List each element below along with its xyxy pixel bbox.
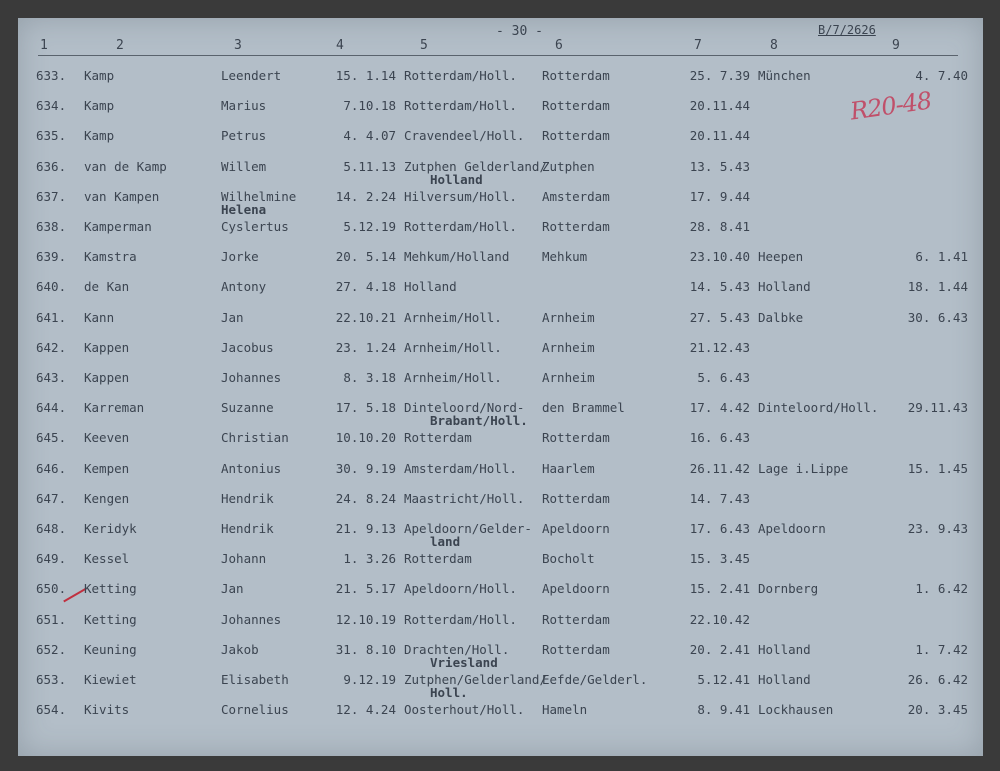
first-name-cell: Elisabeth bbox=[221, 672, 289, 687]
surname-cell: Kamp bbox=[84, 98, 115, 114]
surname-cell: Kappen bbox=[84, 339, 130, 355]
birth-place-cell: Holland bbox=[404, 279, 457, 295]
row-number-cell: 639. bbox=[36, 249, 67, 265]
date-in-cell: 20.11.44 bbox=[689, 128, 750, 144]
date-in-cell: 20.11.44 bbox=[689, 98, 750, 114]
birth-date-cell: 21. 9.13 bbox=[335, 521, 396, 536]
birth-date-cell: 12.10.19 bbox=[335, 611, 396, 627]
birth-date-cell: 31. 8.10 bbox=[335, 641, 396, 657]
birth-place-cell: Rotterdam/Holl. bbox=[404, 98, 517, 114]
birth-place-continuation: Holl. bbox=[430, 685, 468, 700]
date-out-cell: 30. 6.43 bbox=[907, 309, 968, 325]
birth-date-cell: 15. 1.14 bbox=[335, 68, 396, 83]
birth-place-cell: Zutphen Gelderland/ bbox=[404, 158, 547, 174]
pencil-annotation: R20-48 bbox=[848, 86, 933, 126]
residence-cell: Apeldoorn bbox=[542, 521, 610, 536]
birth-date-cell: 20. 5.14 bbox=[335, 249, 396, 265]
birth-date-cell: 30. 9.19 bbox=[335, 460, 396, 476]
row-number-cell: 651. bbox=[36, 611, 67, 627]
birth-place-cell: Rotterdam/Holl. bbox=[404, 611, 517, 627]
residence-cell: Eefde/Gelderl. bbox=[542, 672, 648, 687]
birth-date-cell: 27. 4.18 bbox=[335, 279, 396, 295]
first-name-cell: Hendrik bbox=[221, 521, 274, 536]
destination-cell: Dalbke bbox=[758, 309, 804, 325]
date-in-cell: 13. 5.43 bbox=[689, 158, 750, 174]
surname-cell: Kempen bbox=[84, 460, 130, 476]
table-row bbox=[18, 188, 983, 217]
file-reference: B/7/2626 bbox=[818, 23, 876, 37]
date-in-cell: 16. 6.43 bbox=[689, 430, 750, 446]
row-number-cell: 645. bbox=[36, 430, 67, 446]
residence-cell: Mehkum bbox=[542, 249, 588, 265]
birth-place-cell: Rotterdam/Holl. bbox=[404, 219, 517, 234]
surname-cell: Ketting bbox=[84, 611, 137, 627]
birth-place-cell: Maastricht/Holl. bbox=[404, 490, 525, 506]
surname-cell: Kamperman bbox=[84, 219, 152, 234]
birth-place-cell: Arnheim/Holl. bbox=[404, 370, 502, 385]
destination-cell: Apeldoorn bbox=[758, 521, 826, 536]
residence-cell: Rotterdam bbox=[542, 128, 610, 144]
birth-place-cell: Dinteloord/Nord- bbox=[404, 400, 525, 416]
birth-place-cell: Apeldoorn/Gelder- bbox=[404, 521, 532, 536]
residence-cell: Rotterdam bbox=[542, 641, 610, 657]
first-name-cell: Leendert bbox=[221, 68, 282, 83]
date-in-cell: 5. 6.43 bbox=[697, 370, 750, 385]
row-number-cell: 637. bbox=[36, 188, 67, 204]
date-out-cell: 23. 9.43 bbox=[907, 521, 968, 536]
table-row bbox=[18, 491, 983, 513]
table-row bbox=[18, 641, 983, 670]
date-out-cell: 20. 3.45 bbox=[907, 702, 968, 718]
row-number-cell: 646. bbox=[36, 460, 67, 476]
table-row bbox=[18, 400, 983, 429]
first-name-cell: Johann bbox=[221, 551, 267, 567]
table-row bbox=[18, 702, 983, 724]
table-row bbox=[18, 340, 983, 362]
row-number-cell: 644. bbox=[36, 400, 67, 416]
birth-date-cell: 23. 1.24 bbox=[335, 339, 396, 355]
column-number: 8 bbox=[770, 38, 778, 53]
first-name-cell: Johannes bbox=[221, 611, 282, 627]
first-name-cell: Hendrik bbox=[221, 490, 274, 506]
date-out-cell: 15. 1.45 bbox=[907, 460, 968, 476]
first-name-cell: Jan bbox=[221, 309, 244, 325]
column-number: 5 bbox=[420, 38, 428, 53]
surname-cell: Keuning bbox=[84, 641, 137, 657]
surname-cell: Kappen bbox=[84, 370, 130, 385]
surname-cell: Ketting bbox=[84, 581, 137, 597]
birth-place-cell: Arnheim/Holl. bbox=[404, 309, 502, 325]
column-number: 9 bbox=[892, 38, 900, 53]
birth-place-cell: Oosterhout/Holl. bbox=[404, 702, 525, 718]
residence-cell: Rotterdam bbox=[542, 98, 610, 114]
first-name-cell: Cyslertus bbox=[221, 219, 289, 234]
row-number-cell: 653. bbox=[36, 672, 67, 687]
column-number: 2 bbox=[116, 38, 124, 53]
birth-date-cell: 5.12.19 bbox=[343, 219, 396, 234]
surname-cell: Keeven bbox=[84, 430, 130, 446]
row-number-cell: 641. bbox=[36, 309, 67, 325]
column-number: 3 bbox=[234, 38, 242, 53]
destination-cell: Lage i.Lippe bbox=[758, 460, 849, 476]
date-out-cell: 6. 1.41 bbox=[915, 249, 968, 265]
birth-place-cell: Mehkum/Holland bbox=[404, 249, 510, 265]
first-name-cell: Jan bbox=[221, 581, 244, 597]
row-number-cell: 643. bbox=[36, 370, 67, 385]
surname-cell: van de Kamp bbox=[84, 158, 167, 174]
table-row bbox=[18, 370, 983, 392]
birth-date-cell: 5.11.13 bbox=[343, 158, 396, 174]
destination-cell: Dinteloord/Holl. bbox=[758, 400, 879, 416]
date-out-cell: 1. 6.42 bbox=[915, 581, 968, 597]
first-name-cell: Suzanne bbox=[221, 400, 274, 416]
destination-cell: Holland bbox=[758, 672, 811, 687]
birth-date-cell: 4. 4.07 bbox=[343, 128, 396, 144]
date-in-cell: 25. 7.39 bbox=[689, 68, 750, 83]
table-row bbox=[18, 98, 983, 120]
birth-place-cell: Rotterdam bbox=[404, 551, 472, 567]
row-number-cell: 633. bbox=[36, 68, 67, 83]
birth-place-continuation: Brabant/Holl. bbox=[430, 413, 528, 429]
table-row bbox=[18, 551, 983, 573]
row-number-cell: 652. bbox=[36, 641, 67, 657]
first-name-cell: Wilhelmine bbox=[221, 188, 297, 204]
table-row bbox=[18, 68, 983, 90]
surname-cell: Kengen bbox=[84, 490, 130, 506]
date-in-cell: 17. 4.42 bbox=[689, 400, 750, 416]
birth-place-continuation: Vriesland bbox=[430, 654, 498, 670]
first-name-cell: Johannes bbox=[221, 370, 282, 385]
date-in-cell: 23.10.40 bbox=[689, 249, 750, 265]
birth-place-cell: Arnheim/Holl. bbox=[404, 339, 502, 355]
first-name-cell: Jakob bbox=[221, 641, 259, 657]
residence-cell: Rotterdam bbox=[542, 68, 610, 83]
first-name-cell: Petrus bbox=[221, 128, 267, 144]
residence-cell: den Brammel bbox=[542, 400, 625, 416]
date-in-cell: 22.10.42 bbox=[689, 611, 750, 627]
birth-date-cell: 24. 8.24 bbox=[335, 490, 396, 506]
birth-date-cell: 22.10.21 bbox=[335, 309, 396, 325]
first-name-cell: Cornelius bbox=[221, 702, 289, 718]
destination-cell: Holland bbox=[758, 279, 811, 295]
residence-cell: Bocholt bbox=[542, 551, 595, 567]
residence-cell: Rotterdam bbox=[542, 490, 610, 506]
table-row bbox=[18, 521, 983, 549]
birth-place-cell: Rotterdam bbox=[404, 430, 472, 446]
row-number-cell: 636. bbox=[36, 158, 67, 174]
birth-place-cell: Apeldoorn/Holl. bbox=[404, 581, 517, 597]
row-number-cell: 647. bbox=[36, 490, 67, 506]
destination-cell: Dornberg bbox=[758, 581, 819, 597]
destination-cell: Holland bbox=[758, 641, 811, 657]
date-in-cell: 20. 2.41 bbox=[689, 641, 750, 657]
table-row bbox=[18, 310, 983, 332]
surname-cell: Kamp bbox=[84, 128, 115, 144]
birth-date-cell: 9.12.19 bbox=[343, 672, 396, 687]
first-name-continuation: Helena bbox=[221, 201, 267, 217]
surname-cell: Keridyk bbox=[84, 521, 137, 536]
date-out-cell: 26. 6.42 bbox=[907, 672, 968, 687]
birth-date-cell: 17. 5.18 bbox=[335, 400, 396, 416]
surname-cell: van Kampen bbox=[84, 188, 160, 204]
surname-cell: Kamp bbox=[84, 68, 115, 83]
residence-cell: Arnheim bbox=[542, 339, 595, 355]
table-row bbox=[18, 249, 983, 271]
date-in-cell: 17. 9.44 bbox=[689, 188, 750, 204]
birth-date-cell: 21. 5.17 bbox=[335, 581, 396, 597]
row-number-cell: 649. bbox=[36, 551, 67, 567]
date-out-cell: 29.11.43 bbox=[907, 400, 968, 416]
table-row bbox=[18, 461, 983, 483]
first-name-cell: Jorke bbox=[221, 249, 259, 265]
birth-place-cell: Cravendeel/Holl. bbox=[404, 128, 525, 144]
date-in-cell: 15. 3.45 bbox=[689, 551, 750, 567]
table-row bbox=[18, 219, 983, 241]
first-name-cell: Willem bbox=[221, 158, 267, 174]
birth-place-cell: Hilversum/Holl. bbox=[404, 188, 517, 204]
surname-cell: Kiewiet bbox=[84, 672, 137, 687]
residence-cell: Arnheim bbox=[542, 370, 595, 385]
birth-place-cell: Drachten/Holl. bbox=[404, 641, 510, 657]
birth-place-cell: Rotterdam/Holl. bbox=[404, 68, 517, 83]
column-number: 1 bbox=[40, 38, 48, 53]
residence-cell: Zutphen bbox=[542, 158, 595, 174]
date-in-cell: 28. 8.41 bbox=[689, 219, 750, 234]
surname-cell: Kann bbox=[84, 309, 115, 325]
row-number-cell: 650. bbox=[36, 581, 67, 597]
table-row bbox=[18, 158, 983, 187]
date-in-cell: 21.12.43 bbox=[689, 339, 750, 355]
surname-cell: Karreman bbox=[84, 400, 145, 416]
document-sheet bbox=[18, 18, 983, 756]
row-number-cell: 635. bbox=[36, 128, 67, 144]
table-row bbox=[18, 128, 983, 150]
table-row bbox=[18, 672, 983, 700]
birth-date-cell: 12. 4.24 bbox=[335, 702, 396, 718]
date-out-cell: 18. 1.44 bbox=[907, 279, 968, 295]
date-in-cell: 17. 6.43 bbox=[689, 521, 750, 536]
column-number: 4 bbox=[336, 38, 344, 53]
table-row bbox=[18, 612, 983, 634]
first-name-cell: Marius bbox=[221, 98, 267, 114]
residence-cell: Hameln bbox=[542, 702, 588, 718]
first-name-cell: Jacobus bbox=[221, 339, 274, 355]
date-in-cell: 27. 5.43 bbox=[689, 309, 750, 325]
destination-cell: München bbox=[758, 68, 811, 83]
date-out-cell: 1. 7.42 bbox=[915, 641, 968, 657]
row-number-cell: 654. bbox=[36, 702, 67, 718]
first-name-cell: Antony bbox=[221, 279, 267, 295]
row-number-cell: 648. bbox=[36, 521, 67, 536]
birth-place-continuation: land bbox=[430, 534, 461, 549]
column-number: 6 bbox=[555, 38, 563, 53]
page-number: - 30 - bbox=[496, 24, 543, 39]
residence-cell: Amsterdam bbox=[542, 188, 610, 204]
birth-date-cell: 14. 2.24 bbox=[335, 188, 396, 204]
column-number: 7 bbox=[694, 38, 702, 53]
table-row bbox=[18, 279, 983, 301]
residence-cell: Rotterdam bbox=[542, 430, 610, 446]
first-name-cell: Christian bbox=[221, 430, 289, 446]
destination-cell: Heepen bbox=[758, 249, 804, 265]
date-in-cell: 14. 5.43 bbox=[689, 279, 750, 295]
date-out-cell: 4. 7.40 bbox=[915, 68, 968, 83]
birth-date-cell: 10.10.20 bbox=[335, 430, 396, 446]
date-in-cell: 15. 2.41 bbox=[689, 581, 750, 597]
first-name-cell: Antonius bbox=[221, 460, 282, 476]
birth-place-cell: Zutphen/Gelderland/ bbox=[404, 672, 547, 687]
row-number-cell: 634. bbox=[36, 98, 67, 114]
date-in-cell: 8. 9.41 bbox=[697, 702, 750, 718]
destination-cell: Lockhausen bbox=[758, 702, 834, 718]
table-row bbox=[18, 581, 983, 603]
header-rule bbox=[38, 55, 958, 56]
surname-cell: Kessel bbox=[84, 551, 130, 567]
residence-cell: Rotterdam bbox=[542, 611, 610, 627]
birth-date-cell: 7.10.18 bbox=[343, 98, 396, 114]
residence-cell: Apeldoorn bbox=[542, 581, 610, 597]
surname-cell: de Kan bbox=[84, 279, 130, 295]
birth-place-continuation: Holland bbox=[430, 171, 483, 187]
date-in-cell: 14. 7.43 bbox=[689, 490, 750, 506]
birth-date-cell: 1. 3.26 bbox=[343, 551, 396, 567]
surname-cell: Kivits bbox=[84, 702, 130, 718]
table-row bbox=[18, 430, 983, 452]
birth-date-cell: 8. 3.18 bbox=[343, 370, 396, 385]
residence-cell: Haarlem bbox=[542, 460, 595, 476]
date-in-cell: 5.12.41 bbox=[697, 672, 750, 687]
residence-cell: Arnheim bbox=[542, 309, 595, 325]
surname-cell: Kamstra bbox=[84, 249, 137, 265]
date-in-cell: 26.11.42 bbox=[689, 460, 750, 476]
row-number-cell: 642. bbox=[36, 339, 67, 355]
row-number-cell: 638. bbox=[36, 219, 67, 234]
birth-place-cell: Amsterdam/Holl. bbox=[404, 460, 517, 476]
row-number-cell: 640. bbox=[36, 279, 67, 295]
residence-cell: Rotterdam bbox=[542, 219, 610, 234]
